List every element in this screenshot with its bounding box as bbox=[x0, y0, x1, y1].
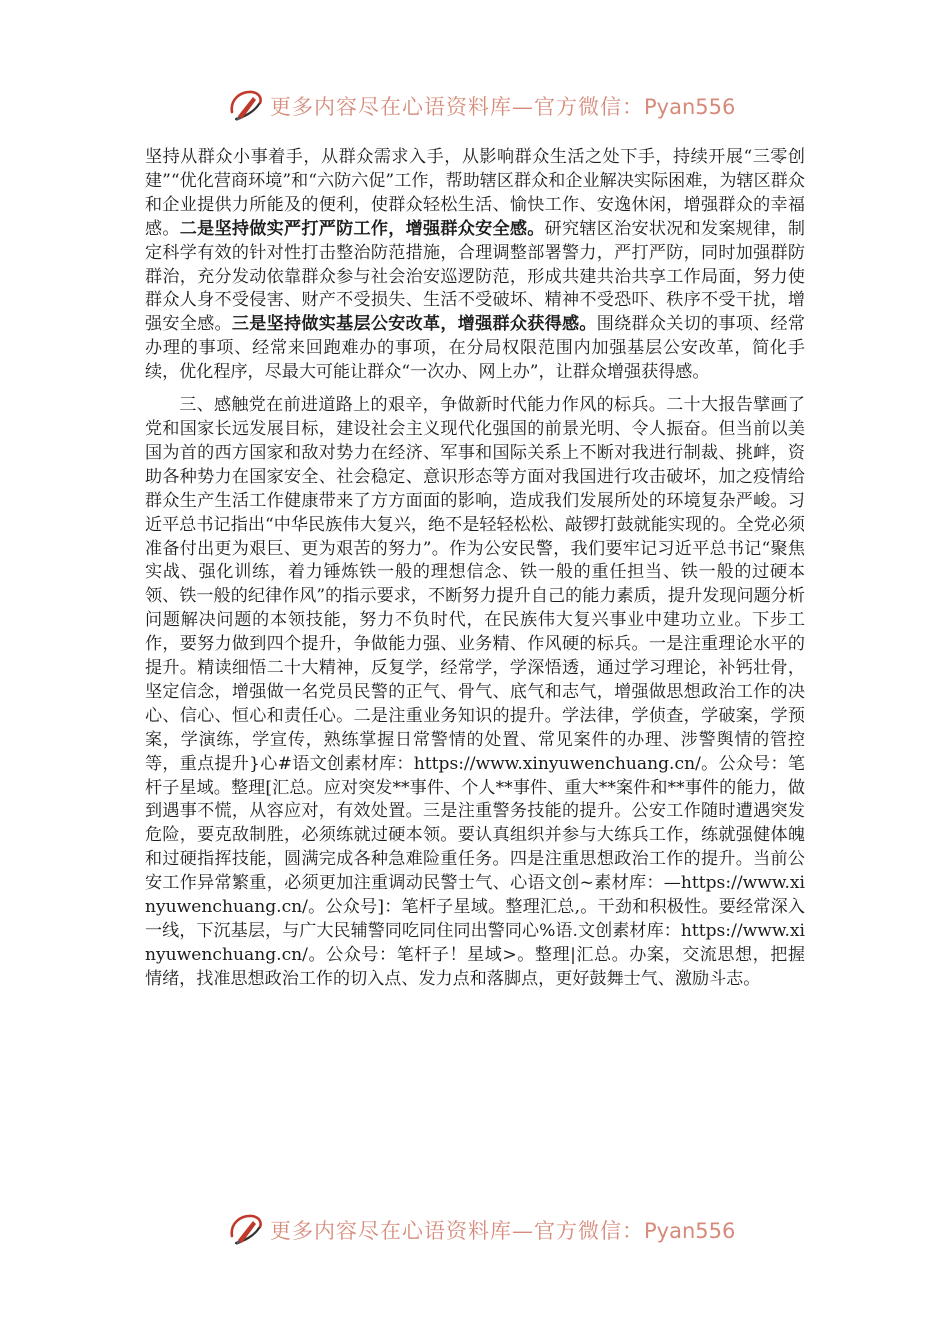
watermark-header bbox=[226, 84, 736, 128]
pen-nib-logo-icon bbox=[226, 1210, 266, 1250]
watermark-label: 更多内容尽在心语资料库—官方微信： bbox=[270, 1219, 644, 1243]
paragraph-1-text-c: 围绕群众关切的事项、经常办理的事项、经常来回跑难办的事项，在分局权限范围内加强基层公安改革，简化手续，优化程序，尽最大可能让群众“一次办、网上办”，让群众增强获得感。 bbox=[145, 314, 806, 383]
watermark-label: 更多内容尽在心语资料库—官方微信： bbox=[270, 95, 644, 119]
document-body bbox=[145, 146, 805, 992]
pen-nib-logo-icon bbox=[226, 86, 266, 126]
paragraph-1-text-b: 研究辖区治安状况和发案规律，制定科学有效的针对性打击整治防范措施，合理调整部署警力，严打严防，同时加强群防群治，充分发动依靠群众参与社会治安巡逻防范，形成共建共治共享工作局面，努力使群众人身不受侵害、财产不受损失、生活不受破坏、精神不受恐吓、秩序不受干扰，增强安全感。 bbox=[145, 218, 806, 335]
paragraph-1-heading-3: 三是坚持做实基层公安改革，增强群众获得感。 bbox=[231, 314, 597, 335]
paragraph-1-heading-2: 二是坚持做实严打严防工作，增强群众安全感。 bbox=[179, 218, 545, 239]
watermark-footer bbox=[226, 1208, 736, 1252]
paragraph-2: 三、感触党在前进道路上的艰辛，争做新时代能力作风的标兵。二十大报告擘画了党和国家长远发展目标，建设社会主义现代化强国的前景光明、令人振奋。但当前以美国为首的西方国家和敌对势力在经济、军事和国际关系上不断对我进行制裁、挑衅，资助各种势力在国家安全、社会稳定、意识形态等方面对我国进行攻击破坏，加之疫情给群众生产生活工作健康带来了方方面面的影响，造成我们发展所处的环境复杂严峻。习近平总书记指出“中华民族伟大复兴，绝不是轻轻松松、敲锣打鼓就能实现的。全党必须准备付出更为艰巨、更为艰苦的努力”。作为公安民警，我们要牢记习近平总书记“聚焦实战、强化训练，着力锤炼铁一般的理想信念、铁一般的重任担当、铁一般的过硬本领、铁一般的纪律作风”的指示要求，不断努力提升自己的能力素质，提升发现问题分析问题解决问题的本领技能，努力不负时代，在民族伟大复兴事业中建功立业。下步工作，要努力做到四个提升，争做能力强、业务精、作风硬的标兵。一是注重理论水平的提升。精读细悟二十大精神，反复学，经常学，学深悟透，通过学习理论，补钙壮骨，坚定信念，增强做一名党员民警的正气、骨气、底气和志气，增强做思想政治工作的决心、信心、恒心和责任心。二是注重业务知识的提升。学法律，学侦查，学破案，学预案，学演练，学宣传，熟练掌握日常警情的处置、常见案件的办理、涉警舆情的管控等，重点提升}心#语文创素材库：https://www.xinyuwenchuang.cn/。公众号：笔杆子星域。整理[汇总。应对突发**事件、个人**事件、重大**案件和**事件的能力，做到遇事不慌，从容应对，有效处置。三是注重警务技能的提升。公安工作随时遭遇突发危险，要克敌制胜，必须练就过硬本领。要认真组织并参与大练兵工作，练就强健体魄和过硬指挥技能，圆满完成各种急难险重任务。四是注重思想政治工作的提升。当前公安工作异常繁重，必须更加注重调动民警士气、心语文创~素材库：—https://www.xinyuwenchuang.cn/。公众号]：笔杆子星域。整理汇总,。干劲和积极性。要经常深入一线，下沉基层，与广大民辅警同吃同住同出警同心%语.文创素材库：https://www.xinyuwenchuang.cn/。公众号：笔杆子！星域>。整理|汇总。办案，交流思想，把握情绪，找准思想政治工作的切入点、发力点和落脚点，更好鼓舞士气、激励斗志。 bbox=[145, 395, 805, 989]
watermark-wechat-id: Pyan556 bbox=[644, 1219, 736, 1243]
watermark-wechat-id: Pyan556 bbox=[644, 95, 736, 119]
watermark-text bbox=[270, 1215, 735, 1245]
paragraph-1 bbox=[145, 146, 805, 385]
paragraph-1-text-a: 坚持从群众小事着手，从群众需求入手，从影响群众生活之处下手，持续开展“三零创建”“优化营商环境”和“六防六促”工作，帮助辖区群众和企业解决实际困难，为辖区群众和企业提供力所能及的便利，使群众轻松生活、愉快工作、安逸休闲，增强群众的幸福感。 bbox=[145, 147, 805, 239]
watermark-text bbox=[270, 91, 735, 121]
